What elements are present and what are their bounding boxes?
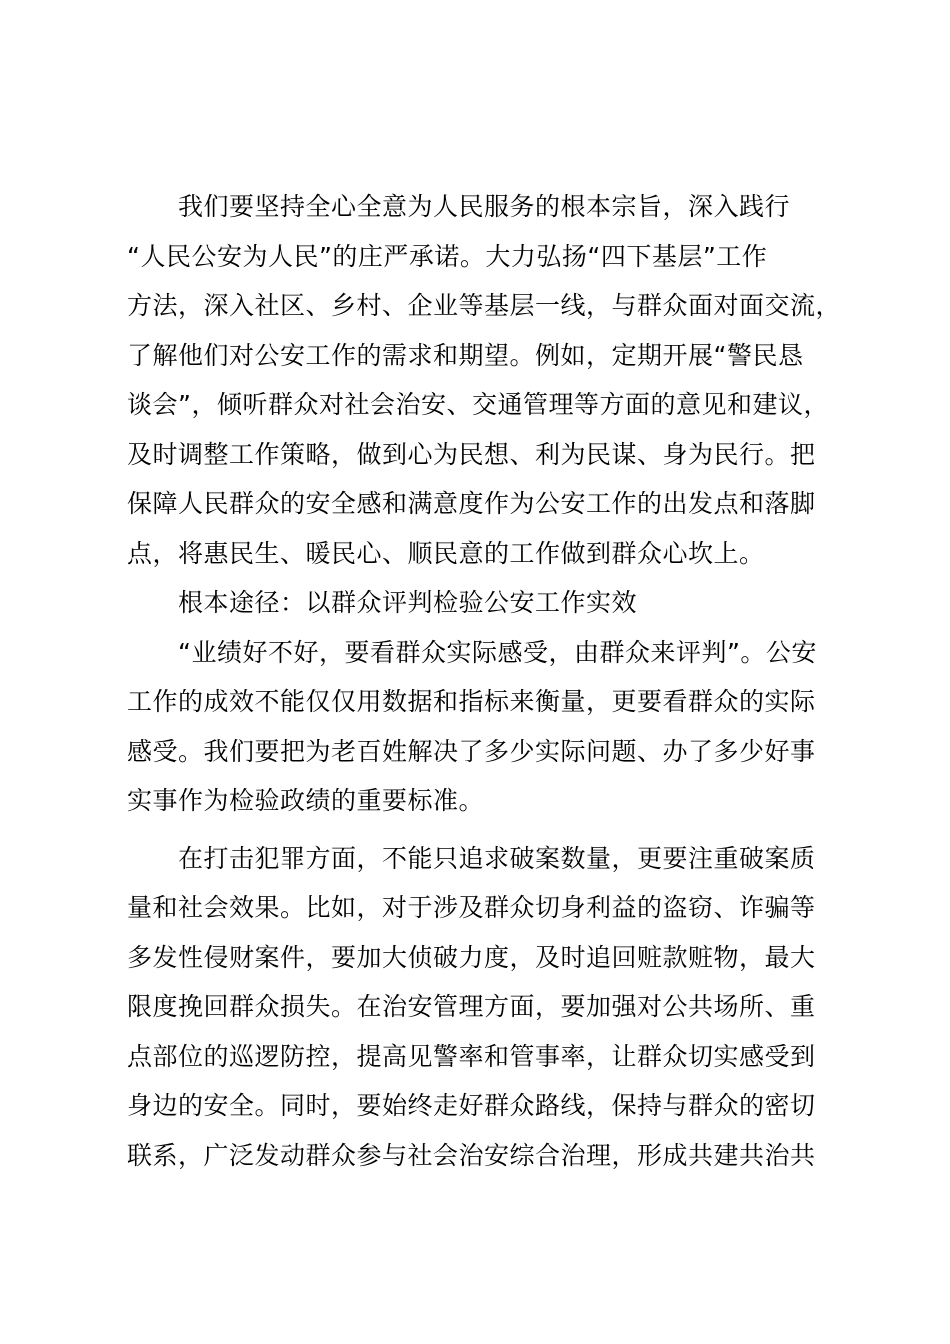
section-heading: 根本途径：以群众评判检验公安工作实效 [178, 588, 638, 617]
text-line: “人民公安为人民”的庄严承诺。大力弘扬“四下基层”工作 [127, 241, 768, 271]
text-line: 保障人民群众的安全感和满意度作为公安工作的出发点和落脚 [127, 489, 816, 518]
paragraph-serve-people [0, 182, 950, 578]
document-body [0, 182, 950, 1180]
text-line: 量和社会效果。比如，对于涉及群众切身利益的盗窃、诈骗等 [127, 893, 816, 922]
text-line: 工作的成效不能仅仅用数据和指标来衡量，更要看群众的实际 [127, 687, 816, 716]
text-line: 方法，深入社区、乡村、企业等基层一线，与群众面对面交流， [127, 291, 842, 320]
text-line: 实事作为检验政绩的重要标准。 [127, 786, 485, 815]
text-line: 点部位的巡逻防控，提高见警率和管事率，让群众切实感受到 [127, 1041, 816, 1071]
text-line: 感受。我们要把为老百姓解决了多少实际问题、办了多少好事 [127, 736, 816, 766]
text-line: 多发性侵财案件，要加大侦破力度，及时追回赃款赃物，最大 [127, 942, 816, 972]
text-line: 了解他们对公安工作的需求和期望。例如，定期开展“警民恳 [127, 340, 804, 370]
text-line: 联系，广泛发动群众参与社会治安综合治理，形成共建共治共 [127, 1140, 816, 1170]
text-line: 在打击犯罪方面，不能只追求破案数量，更要注重破案质 [178, 843, 816, 873]
text-line: 身边的安全。同时，要始终走好群众路线，保持与群众的密切 [127, 1091, 816, 1120]
paragraph-performance-evaluation [0, 628, 950, 826]
text-line: 及时调整工作策略，做到心为民想、利为民谋、身为民行。把 [127, 439, 816, 469]
text-line: 点，将惠民生、暖民心、顺民意的工作做到群众心坎上。 [127, 538, 765, 568]
text-line: 限度挽回群众损失。在治安管理方面，要加强对公共场所、重 [127, 992, 816, 1021]
text-line: “业绩好不好，要看群众实际感受，由群众来评判”。公安 [178, 637, 817, 667]
paragraph-crime-fighting [0, 834, 950, 1181]
text-line: 谈会”，倾听群众对社会治安、交通管理等方面的意见和建议， [127, 390, 829, 419]
text-line: 我们要坚持全心全意为人民服务的根本宗旨，深入践行 [178, 192, 791, 221]
